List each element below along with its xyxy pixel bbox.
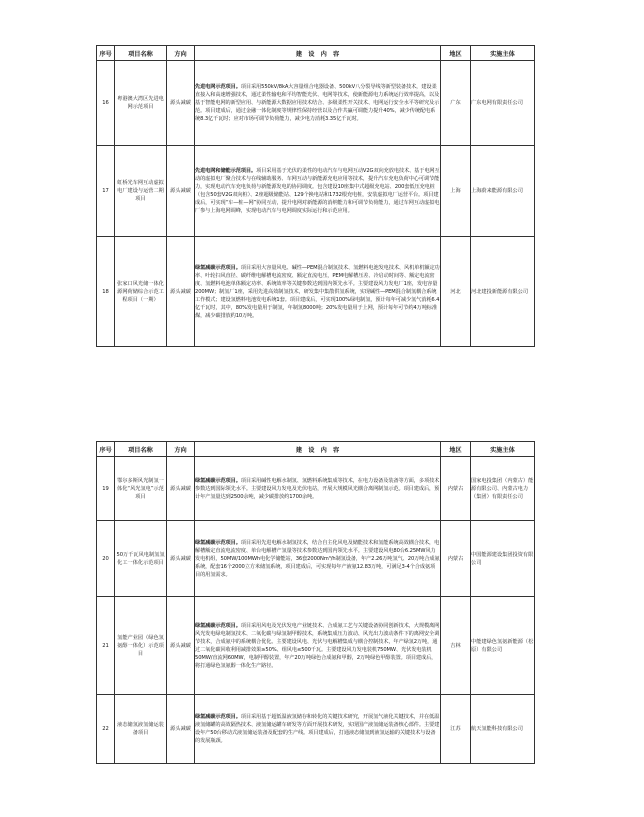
content-title: 绿氢减碳示范项目。 [195, 539, 241, 546]
header-org: 实施主体 [471, 442, 535, 457]
content-text: 项目采用基于超低温液氢储存和转化的关键技术研究，开展氢气液化关键技术，并在低温液氢储罐的高效隔热技术、液氢储运罐车研发等方面开展技术研发，实现国产液氢储运装备核心部件。主要建设年产50台移动式液氢储运装备及配套的生产线。项目建成后，打通液态储氢到液氢运输的关键技术与设备的发展瓶颈。 [195, 714, 440, 744]
content-cell [195, 521, 441, 597]
row-number: 22 [97, 695, 115, 764]
projects-table-page1 [96, 45, 535, 347]
org-cell: 航天氢能科技有限公司 [471, 695, 535, 764]
projects-table-page2 [96, 441, 535, 764]
org-cell: 河北建投新能源有限公司 [471, 237, 535, 347]
table-row [97, 146, 535, 237]
content-title: 绿氢减碳示范项目。 [195, 477, 241, 484]
row-number: 17 [97, 146, 115, 237]
region-cell: 广东 [441, 61, 471, 146]
table-row [97, 597, 535, 695]
direction-cell: 源头减碳 [167, 146, 195, 237]
header-no: 序号 [97, 442, 115, 457]
content-cell [195, 457, 441, 521]
org-cell: 上海蔚来能源有限公司 [471, 146, 535, 237]
table-row [97, 695, 535, 764]
content-title: 先进电网和储能示范项目。 [195, 168, 257, 174]
table-header-row [97, 442, 535, 457]
table-row [97, 61, 535, 146]
content-cell [195, 237, 441, 347]
project-name: 张家口风光储一体化源网荷储综合示范工程项目（一期） [115, 237, 167, 347]
header-org: 实施主体 [471, 46, 535, 61]
header-direction: 方向 [167, 442, 195, 457]
project-name: 粤港澳大湾区先进电网示范项目 [115, 61, 167, 146]
table-row [97, 237, 535, 347]
table-row [97, 521, 535, 597]
project-name: 液态储氢液氢储运装备项目 [115, 695, 167, 764]
header-content: 建 设 内 容 [195, 442, 441, 457]
project-name: 氢能产业园（绿色氢氨醇一体化）示范项目 [115, 597, 167, 695]
table-row [97, 457, 535, 521]
row-number: 16 [97, 61, 115, 146]
direction-cell: 源头减碳 [167, 61, 195, 146]
header-direction: 方向 [167, 46, 195, 61]
direction-cell: 源头减碳 [167, 597, 195, 695]
org-cell: 中能建绿色氢氨新能源（松原）有限公司 [471, 597, 535, 695]
header-name: 项目名称 [115, 442, 167, 457]
header-region: 地区 [441, 442, 471, 457]
row-number: 21 [97, 597, 115, 695]
direction-cell: 源头减碳 [167, 521, 195, 597]
header-name: 项目名称 [115, 46, 167, 61]
content-cell [195, 695, 441, 764]
content-text: 项目采用风电及光伏发电产业链技术、合成氨工艺与关键设备协同创新技术，大规模离网风光发电绿电制氢技术、二氧化碳与绿氢制甲醇技术，系统集成压力波动、风光出力波动条件下的离网安全调节技术，合成氨中的系统耦合优化。主要建设风电、光伏与电解槽集成与耦合控制技术，年产绿氢2万吨，通过二氧化碳回收利用减排效果≥50%、组风电≤500千瓦。主要建设风力发电装机750MW、光伏发电装机50MW/直流网60MW，电制甲醇装置，年产20万吨绿色合成氨和甲醇，2万吨绿色甲醇装置。项目建成后，将打通绿色氢氨醇一体化生产路径。 [195, 622, 440, 669]
project-name: 虹桥光车网互动虚拟电厂建设与运营二期项目 [115, 146, 167, 237]
header-region: 地区 [441, 46, 471, 61]
table-header-row [97, 46, 535, 61]
content-text: 项目采用基于光伏的柔性的电动汽车与电网互动V2G双向充放电技术、基于电网互动的虚拟电厂聚合技术与在线辅助服务、车网互动与新能源充电应用等技术，提升汽车充电负荷中心可调节能力，实现电动汽车充电负荷与新能源发电的协同调度。包含建设10座集中式超级充电站、200套低压充电桩（包含50套V2G双向桩）、2座超级储能站、129个换电站和1732根充电桩，安装虚拟电厂运营平台。项目建成后，可实现“车—桩—网”协同互动，提升电网对新能源的消纳能力和可调节负荷能力，通过车网互动虚拟电厂参与上海电网调峰，实现电动汽车与电网调度实际运行和示范应用。 [195, 168, 440, 214]
row-number: 20 [97, 521, 115, 597]
region-cell: 吉林 [441, 597, 471, 695]
region-cell: 内蒙古 [441, 457, 471, 521]
direction-cell: 源头减碳 [167, 695, 195, 764]
region-cell: 江苏 [441, 695, 471, 764]
content-cell [195, 146, 441, 237]
content-title: 绿氢减碳示范项目。 [195, 264, 241, 271]
org-cell: 中国能源建设集团投资有限公司 [471, 521, 535, 597]
row-number: 18 [97, 237, 115, 347]
project-name: 鄂尔多斯风光制氢一体化“风光氢电”示范项目 [115, 457, 167, 521]
content-title: 先进电网示范项目。 [195, 84, 241, 90]
direction-cell: 源头减碳 [167, 457, 195, 521]
content-text: 项目采用大容量风电、碱性—PEM混合制氢技术、氢燃料电池发电技术、风机单机额定功率、叶轮扫风直径、碳纤维电解槽电流密度、额定直流电压，PEM电解槽压差、冷启动时间等、额定电流密度、氢燃料电池单体额定功率、系统效率等关键参数达到国内领先水平。主要建设风力发电厂1座，发电容量200MW；制氢厂1座，采用先进高效制氢技术，研发集中集散供氢系统，实现碱性—PEM混合制氢耦合系统工作模式；建设氢燃料电池发电系统1套。项目建成后，可实现100%绿电制氢，预计每年可减少氢气消耗6.4亿千瓦时，其中，80%发电量用于制氢，年制氢8000吨；20%发电量用于上网，预计每年可节约4万吨标准煤，减少碳排放约10万吨。 [195, 264, 440, 319]
region-cell: 河北 [441, 237, 471, 347]
content-cell [195, 61, 441, 146]
content-text: 项目采用碱性电解水制氢、氢燃料系统集成等技术，在电力设备及装备等方面，多项技术参数达到国际领先水平。主要建设风力发电及光伏电站，开展大规模风光耦合离网制氢示范。项目建成后，预计年产氢量达到2500余吨，减少碳排放约1700余吨。 [195, 477, 440, 500]
content-cell [195, 597, 441, 695]
content-text: 项目采用先进电解水制氢技术，结合自主化风电及储能技术和氢能系统高效耦合技术，电解槽额定直流电流密度、单台电解槽产氢量等技术参数达到国内领先水平。主要建设风电80台6.25MW风力发电机组，50MW/100MWh电化学储能站，36套2000Nm³/h制氢设备，年产2.26万吨氢气、20万吨合成氨系统，配套16个2000立方米储氢系统，项目建成后，可实现每年产液氨12.83万吨，可满足3-4个合成氨项目的用氢需求。 [195, 539, 440, 578]
org-cell: 国家电投集团（内蒙古）能源有限公司、内蒙古电力（集团）有限责任公司 [471, 457, 535, 521]
region-cell: 内蒙古 [441, 521, 471, 597]
direction-cell: 源头减碳 [167, 237, 195, 347]
content-title: 绿氢减碳示范项目。 [195, 622, 241, 629]
header-content: 建 设 内 容 [195, 46, 441, 61]
content-text: 项目采用550kV/8kA大容量组合电器设备、500kV八分裂导线等新型装备技术，建设柔直接入和高速增强技术，通过柔性输电和平均智能光伏、电网等技术，使新能源电力系统运行效率提高，以及基于智能电网的新型应用、与新能源大数据应用技术结合、多级柔性开关技术、电网运行安全水平等研究及示范。项目建成后，通过金融一体化制度等规律性保持经营以及合作共赢可调能力提升40%，减少传统配电系统8.3亿千瓦时；应对市场可调节负荷能力，减少电力消耗3.35亿千瓦时。 [195, 84, 440, 122]
header-no: 序号 [97, 46, 115, 61]
content-title: 绿氢减碳示范项目。 [195, 714, 241, 720]
org-cell: 广东电网有限责任公司 [471, 61, 535, 146]
project-name: 50万千瓦风电制氢氢化工一体化示范项目 [115, 521, 167, 597]
row-number: 19 [97, 457, 115, 521]
region-cell: 上海 [441, 146, 471, 237]
